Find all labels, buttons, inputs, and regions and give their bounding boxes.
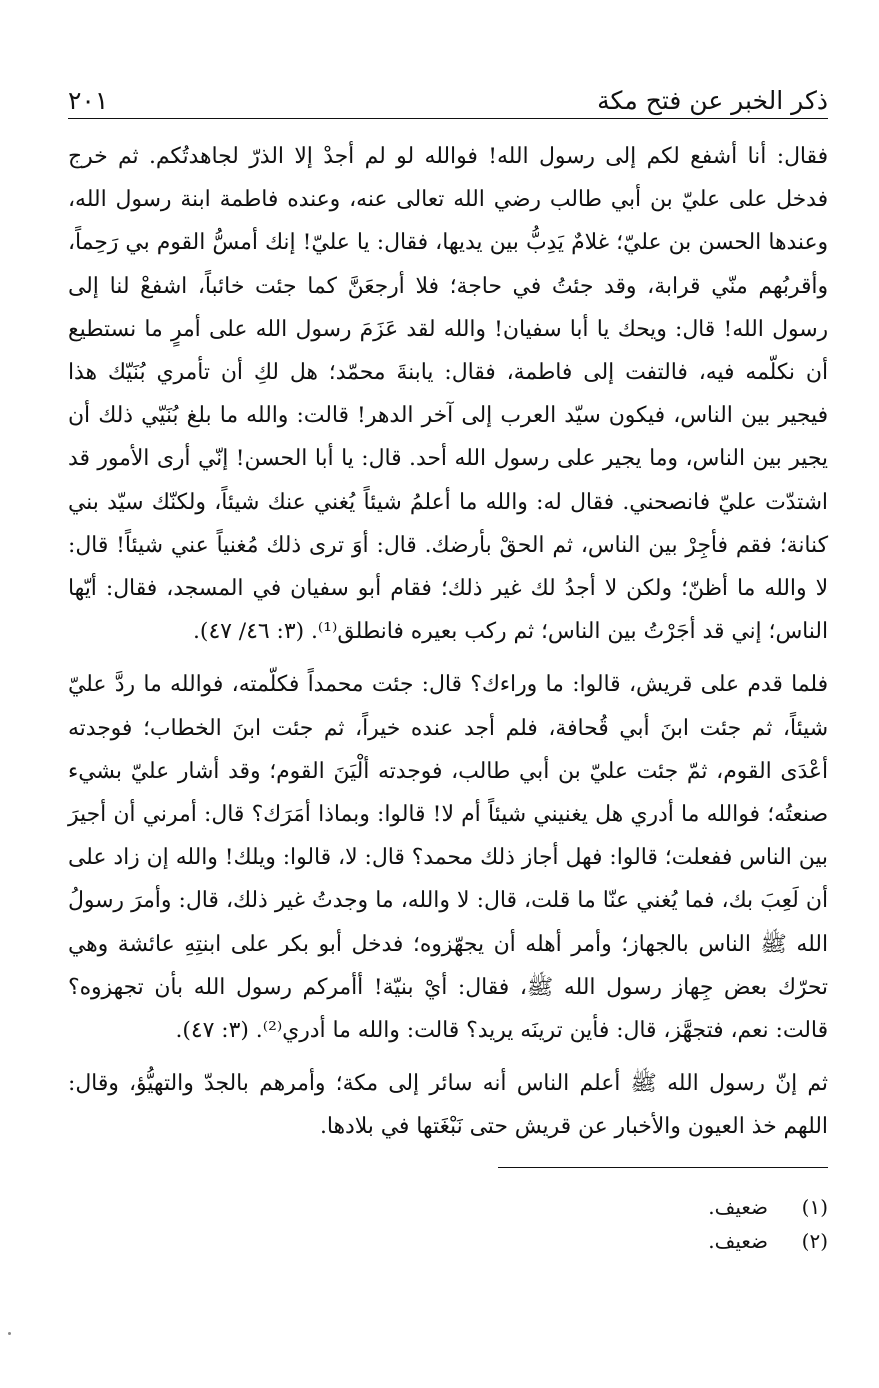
- body-text: [68, 135, 828, 1149]
- running-head: [68, 80, 828, 119]
- footnotes: [68, 1190, 828, 1258]
- running-title: ذكر الخبر عن فتح مكة: [597, 86, 828, 115]
- footnote-separator: [498, 1167, 828, 1168]
- paragraph: فلما قدم على قريش، قالوا: ما وراءك؟ قال: جئت محمداً فكلّمته، فوالله ما ردَّ عليّ شيئاً، ثم جئت ابنَ أبي قُحافة، فلم أجد عنده خيراً، ثم جئت ابنَ الخطاب؛ فوجدته أعْدَى القوم، ثمّ جئت عليّ بن أبي طالب، فوجدته ألْيَنَ القوم؛ وقد أشار عليّ بشيء صنعتُه؛ فوالله ما أدري هل يغنيني شيئاً أم لا! قالوا: وبماذا أمَرَك؟ قال: أمرني أن أجيرَ بين الناس ففعلت؛ قالوا: فهل أجاز ذلك محمد؟ قال: لا، قالوا: ويلك! والله إن زاد على أن لَعِبَ بك، فما يُغني عنّا ما قلت، قال: لا والله، ما وجدتُ غير ذلك، قال: وأمرَ رسولُ الله ﷺ الناس بالجهاز؛ وأمر أهله أن يجهّزوه؛ فدخل أبو بكر على ابنتِهِ عائشة وهي تحرّك بعض جِهاز رسول الله ﷺ، فقال: أيْ بنيّة! أأمركم رسول الله بأن تجهزوه؟ قالت: نعم، فتجهَّز، قال: فأين ترينَه يريد؟ قالت: والله ما أدري⁽²⁾. (٣: ٤٧).: [68, 672, 828, 1044]
- page-number: ٢٠١: [68, 86, 109, 115]
- footnote: [68, 1224, 828, 1258]
- book-page: [68, 80, 828, 1258]
- paragraph: ثم إنّ رسول الله ﷺ أعلم الناس أنه سائر إلى مكة؛ وأمرهم بالجدّ والتهيُّؤ، وقال: اللهم خذ العيون والأخبار عن قريش حتى نَبْغَتها في بلادها.: [68, 1071, 828, 1140]
- footnote-number: (٢): [801, 1228, 828, 1253]
- scan-speck: [8, 1332, 11, 1335]
- footnote: [68, 1190, 828, 1224]
- footnote-text: ضعيف.: [708, 1228, 768, 1253]
- footnote-text: ضعيف.: [708, 1194, 768, 1219]
- footnote-number: (١): [801, 1194, 828, 1219]
- paragraph: فقال: أنا أشفع لكم إلى رسول الله! فوالله لو لم أجدْ إلا الذرّ لجاهدتُكم. ثم خرج فدخل على عليّ بن أبي طالب رضي الله تعالى عنه، وعنده فاطمة ابنة رسول الله، وعندها الحسن بن عليّ؛ غلامٌ يَدِبُّ بين يديها، فقال: يا عليّ! إنك أمسُّ القوم بي رَحِماً، وأقربُهم منّي قرابة، وقد جئتُ في حاجة؛ فلا أرجعَنَّ كما جئت خائباً، اشفعْ لنا إلى رسول الله! قال: ويحك يا أبا سفيان! والله لقد عَزَمَ رسول الله على أمرٍ ما نستطيع أن نكلّمه فيه، فالتفت إلى فاطمة، فقال: يابنةَ محمّد؛ هل لكِ أن تأمري بُنَيّك هذا فيجير بين الناس، فيكون سيّد العرب إلى آخر الدهر! قالت: والله ما بلغ بُنَيّي ذلك أن يجير بين الناس، وما يجير على رسول الله أحد. قال: يا أبا الحسن! إنّي أرى الأمور قد اشتدّت عليّ فانصحني. فقال له: والله ما أعلمُ شيئاً يُغني عنك شيئاً، ولكنّك سيّد بني كنانة؛ فقم فأجِرْ بين الناس، ثم الحقْ بأرضك. قال: أوَ ترى ذلك مُغنياً عني شيئاً! قال: لا والله ما أظنّ؛ ولكن لا أجدُ لك غير ذلك؛ فقام أبو سفيان في المسجد، فقال: أيّها الناس؛ إني قد أجَرْتُ بين الناس؛ ثم ركب بعيره فانطلق⁽¹⁾. (٣: ٤٦/ ٤٧).: [68, 144, 828, 645]
